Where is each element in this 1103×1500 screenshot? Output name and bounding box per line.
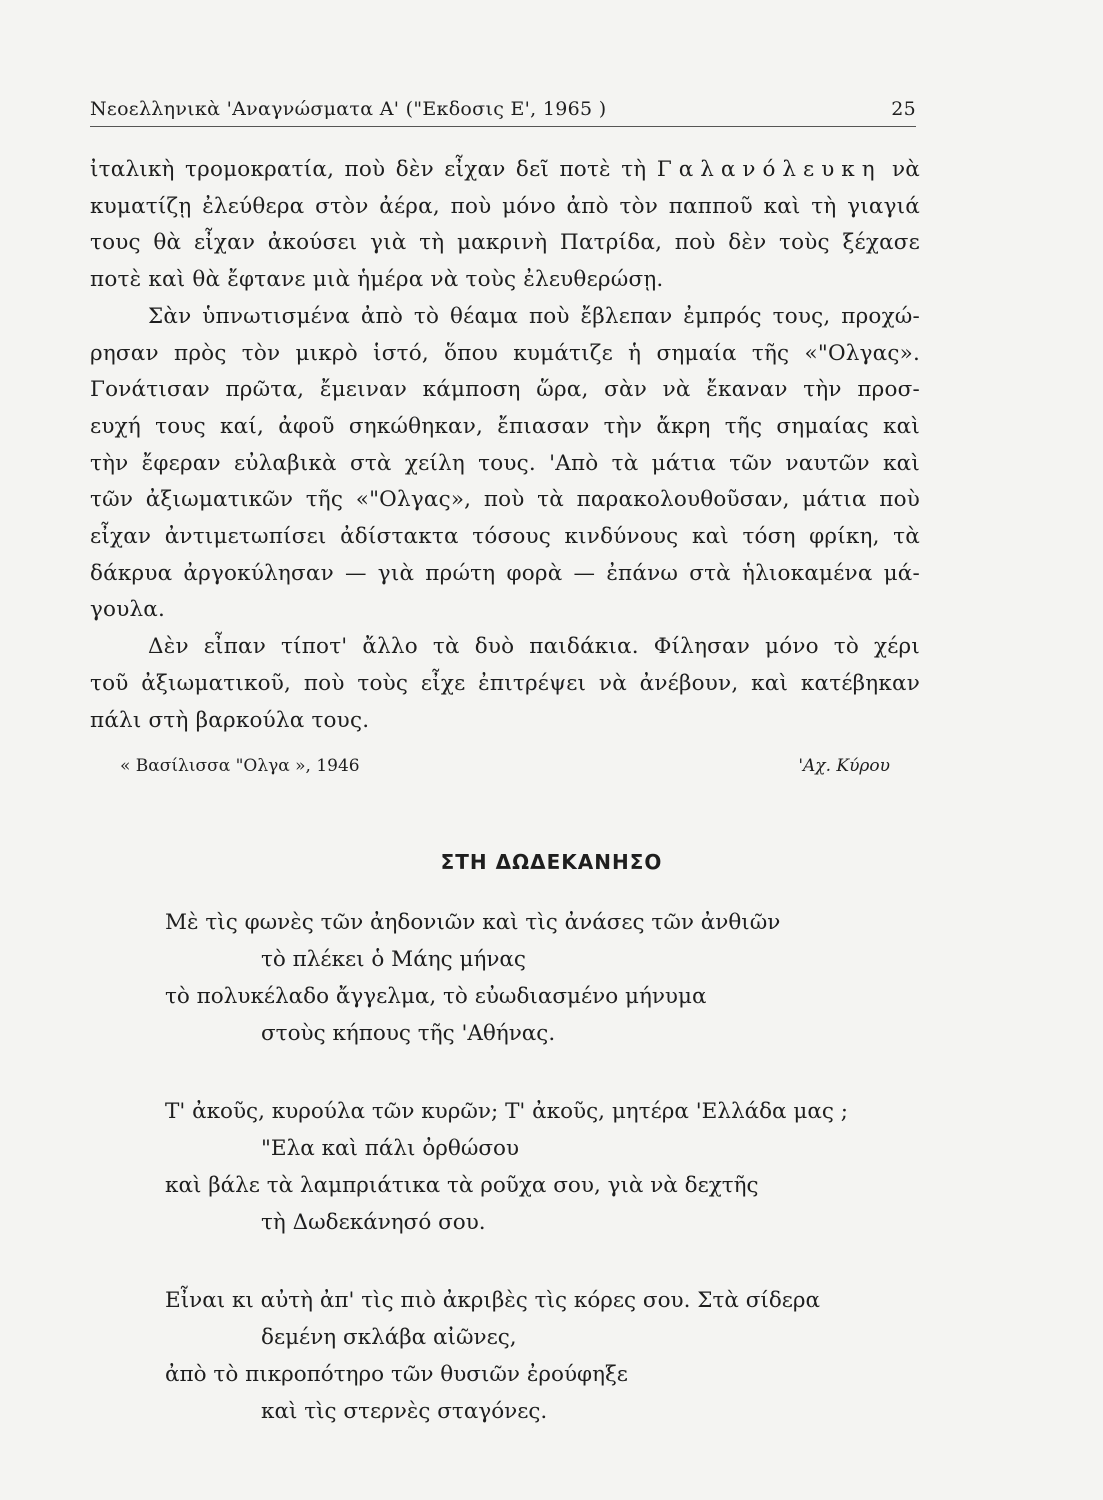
poem-stanza — [165, 1093, 925, 1241]
poem-verse: καὶ τὶς στερνὲς σταγόνες. — [261, 1399, 548, 1424]
prose-line: ευχή τους καί, ἀφοῦ σηκώθηκαν, ἔπιασαν τὴν ἄκρη τῆς σημαίας καὶ — [90, 413, 920, 439]
poem-title: ΣΤΗ ΔΩΔΕΚΑΝΗΣΟ — [440, 850, 663, 874]
poem-stanza — [165, 904, 925, 1052]
prose-line: Γονάτισαν πρῶτα, ἔμειναν κάμποση ὥρα, σὰν νὰ ἔκαναν τὴν προσ- — [90, 377, 920, 403]
poem-body — [165, 904, 925, 1471]
poem-verse: τὴ Δωδεκάνησό σου. — [261, 1210, 486, 1235]
header-rule — [90, 126, 916, 127]
prose-line: ἰταλικὴ τρομοκρατία, ποὺ δὲν εἶχαν δεῖ ποτὲ τὴ Γαλανόλευκη νὰ — [90, 157, 920, 182]
poem-verse: Μὲ τὶς φωνὲς τῶν ἀηδονιῶν καὶ τὶς ἀνάσες τῶν ἀνθιῶν — [165, 910, 781, 935]
running-header — [90, 98, 916, 120]
page-number: 25 — [891, 98, 916, 120]
spaced-word: Γαλανόλευκη — [656, 157, 882, 182]
poem-stanza — [165, 1282, 925, 1430]
prose-line: ρησαν πρὸς τὸν μικρὸ ἱστό, ὅπου κυμάτιζε ἡ σημαία τῆς «"Ολγας». — [90, 340, 920, 366]
prose-line: Δὲν εἶπαν τίποτ' ἄλλο τὰ δυὸ παιδάκια. Φίλησαν μόνο τὸ χέρι — [148, 634, 920, 660]
prose-line: δάκρυα ἀργοκύλησαν — γιὰ πρώτη φορὰ — ἐπάνω στὰ ἡλιοκαμένα μά- — [90, 560, 920, 586]
prose-line: εἶχαν ἀντιμετωπίσει ἀδίστακτα τόσους κινδύνους καὶ τόση φρίκη, τὰ — [90, 524, 920, 550]
prose-line: πάλι στὴ βαρκούλα τους. — [90, 707, 370, 733]
prose-line: τους θὰ εἶχαν ἀκούσει γιὰ τὴ μακρινὴ Πατρίδα, ποὺ δὲν τοὺς ξέχασε — [90, 230, 920, 256]
poem-verse: τὸ πολυκέλαδο ἄγγελμα, τὸ εὐωδιασμένο μήνυμα — [165, 984, 707, 1009]
prose-line: γουλα. — [90, 597, 166, 623]
poem-verse: τὸ πλέκει ὁ Μάης μήνας — [261, 947, 526, 972]
prose-line: κυματίζῃ ἐλεύθερα στὸν ἀέρα, ποὺ μόνο ἀπὸ τὸν παπποῦ καὶ τὴ γιαγιά — [90, 193, 920, 219]
prose-line: Σὰν ὑπνωτισμένα ἀπὸ τὸ θέαμα ποὺ ἔβλεπαν ἐμπρός τους, προχώ- — [148, 303, 920, 329]
prose-line: τὴν ἔφεραν εὐλαβικὰ στὰ χείλη τους. 'Απὸ τὰ μάτια τῶν ναυτῶν καὶ — [90, 450, 920, 476]
poem-verse: ἀπὸ τὸ πικροπότηρο τῶν θυσιῶν ἐρούφηξε — [165, 1362, 628, 1387]
poem-verse: Τ' ἀκοῦς, κυρούλα τῶν κυρῶν; Τ' ἀκοῦς, μητέρα 'Ελλάδα μας ; — [165, 1099, 848, 1124]
prose-line: τῶν ἀξιωματικῶν τῆς «"Ολγας», ποὺ τὰ παρακολουθοῦσαν, μάτια ποὺ — [90, 487, 920, 513]
poem-verse: "Ελα καὶ πάλι ὀρθώσου — [261, 1136, 520, 1161]
prose-line: τοῦ ἀξιωματικοῦ, ποὺ τοὺς εἶχε ἐπιτρέψει νὰ ἀνέβουν, καὶ κατέβηκαν — [90, 670, 920, 696]
poem-verse: στοὺς κήπους τῆς 'Αθήνας. — [261, 1021, 556, 1046]
poem-verse: Εἶναι κι αὐτὴ ἀπ' τὶς πιὸ ἀκριβὲς τὶς κόρες σου. Στὰ σίδερα — [165, 1288, 821, 1313]
source-attribution — [120, 756, 890, 776]
poem-verse: δεμένη σκλάβα αἰῶνες, — [261, 1325, 517, 1350]
author-name: 'Αχ. Κύρου — [798, 756, 890, 776]
prose-line: ποτὲ καὶ θὰ ἔφτανε μιὰ ἡμέρα νὰ τοὺς ἐλευθερώσῃ. — [90, 267, 664, 293]
prose-body — [90, 152, 920, 739]
poem-verse: καὶ βάλε τὰ λαμπριάτικα τὰ ροῦχα σου, γιὰ νὰ δεχτῆς — [165, 1173, 759, 1198]
source-citation: « Βασίλισσα "Ολγα », 1946 — [120, 756, 360, 776]
header-title: Νεοελληνικὰ 'Αναγνώσματα Α' ("Εκδοσις Ε', 1965 ) — [90, 98, 607, 120]
